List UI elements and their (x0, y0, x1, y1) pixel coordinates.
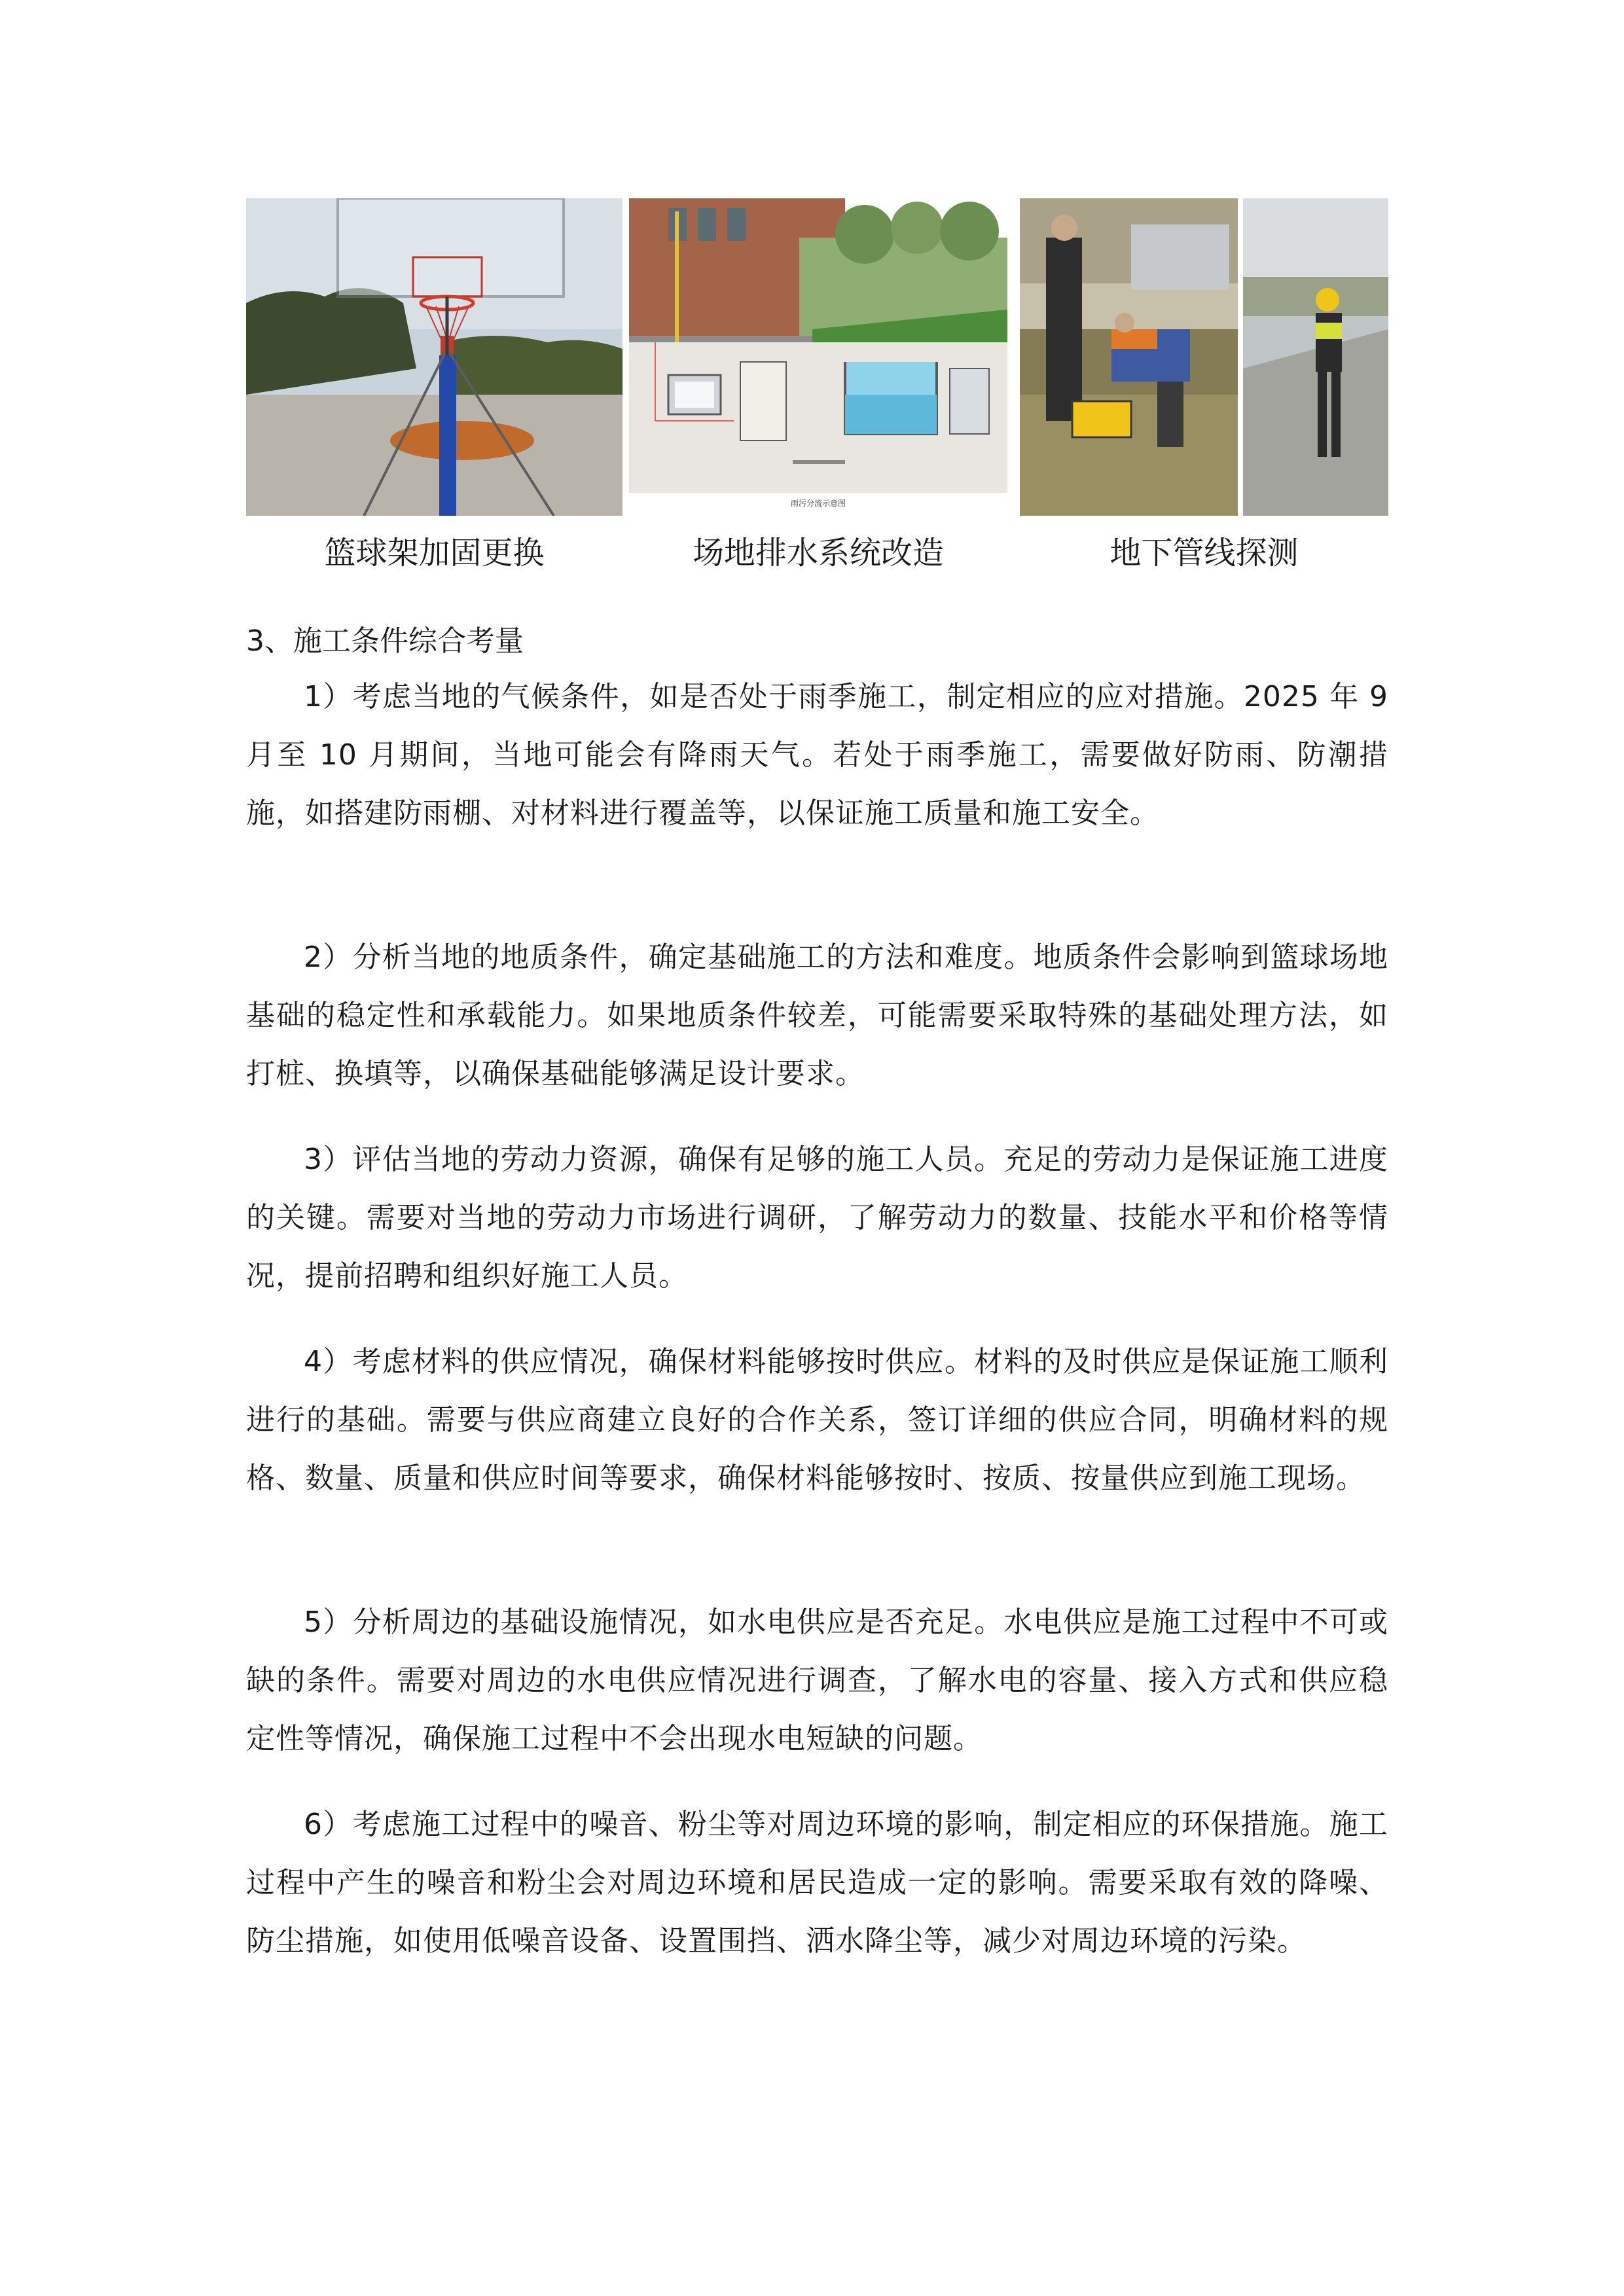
paragraph-materials: 4）考虑材料的供应情况，确保材料能够按时供应。材料的及时供应是保证施工顺利进行的基础。需要与供应商建立良好的合作关系，签订详细的供应合同，明确材料的规格、数量、质量和供应时间等要求，确保材料能够按时、按质、按量供应到施工现场。 (246, 1345, 1388, 1495)
pipeline-detection-photo (1020, 198, 1388, 516)
figure-caption-basketball-hoop: 篮球架加固更换 (324, 535, 545, 571)
paragraph-labor: 3）评估当地的劳动力资源，确保有足够的施工人员。充足的劳动力是保证施工进度的关键。需要对当地的劳动力市场进行调研，了解劳动力的数量、技能水平和价格等情况，提前招聘和组织好施工人员。 (246, 1143, 1388, 1293)
basketball-hoop-photo (246, 198, 623, 516)
figure-caption-pipeline: 地下管线探测 (1110, 535, 1299, 571)
paragraph-infrastructure: 5）分析周边的基础设施情况，如水电供应是否充足。水电供应是施工过程中不可或缺的条件。需要对周边的水电供应情况进行调查，了解水电的容量、接入方式和供应稳定性等情况，确保施工过程中不会出现水电短缺的问题。 (246, 1605, 1388, 1755)
diagram-label: 雨污分流示意图 (790, 499, 846, 508)
section-heading: 3、施工条件综合考量 (246, 624, 524, 658)
paragraph-geology: 2）分析当地的地质条件，确定基础施工的方法和难度。地质条件会影响到篮球场地基础的稳定性和承载能力。如果地质条件较差，可能需要采取特殊的基础处理方法，如打桩、换填等，以确保基础能够满足设计要求。 (246, 941, 1388, 1090)
paragraph-environment: 6）考虑施工过程中的噪音、粉尘等对周边环境的影响，制定相应的环保措施。施工过程中产生的噪音和粉尘会对周边环境和居民造成一定的影响。需要采取有效的降噪、防尘措施，如使用低噪音设备、设置围挡、洒水降尘等，减少对周边环境的污染。 (246, 1808, 1388, 1958)
drainage-diagram (629, 198, 1007, 516)
paragraph-climate: 1）考虑当地的气候条件，如是否处于雨季施工，制定相应的应对措施。2025 年 9 月至 10 月期间，当地可能会有降雨天气。若处于雨季施工，需要做好防雨、防潮措施，如搭建防雨棚、对材料进行覆盖等，以保证施工质量和施工安全。 (246, 680, 1388, 830)
figure-caption-drainage: 场地排水系统改造 (692, 535, 944, 571)
